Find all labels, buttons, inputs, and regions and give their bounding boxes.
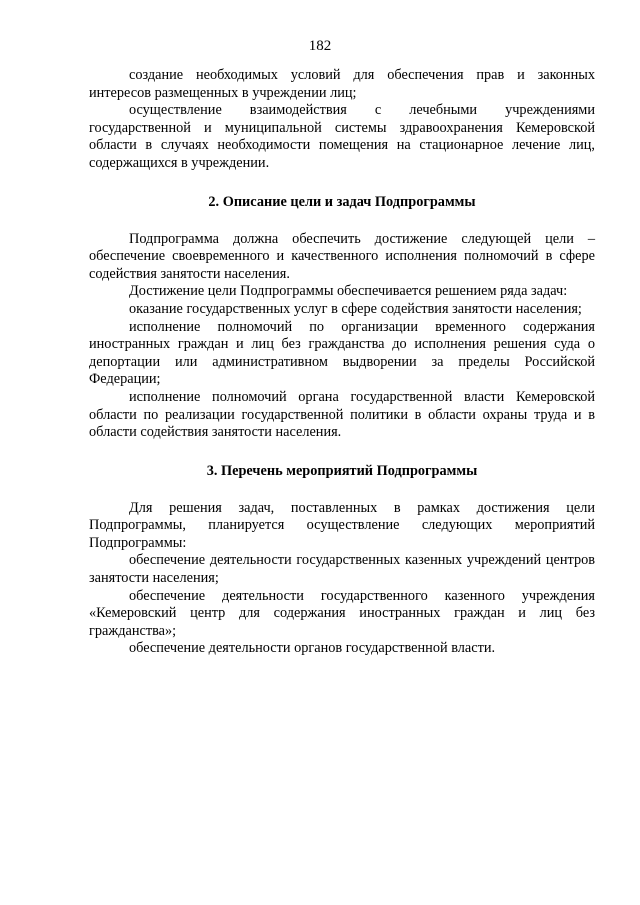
paragraph-conditions: создание необходимых условий для обеспечения прав и законных интересов размещенных в учреждении лиц; — [89, 67, 595, 101]
paragraph-activity-kemerovo-center: обеспечение деятельности государственного казенного учреждения «Кемеровский центр для содержания иностранных граждан и лиц без гражданства»; — [89, 587, 595, 639]
section-3-heading: 3. Перечень мероприятий Подпрограммы — [206, 462, 478, 479]
document-body — [89, 67, 595, 658]
paragraph-activities-intro: Для решения задач, поставленных в рамках достижения цели Подпрограммы, планируется осуществление следующих мероприятий Подпрограммы: — [89, 499, 595, 551]
paragraph-goal: Подпрограмма должна обеспечить достижение следующей цели – обеспечение своевременного и качественного исполнения полномочий в сфере содействия занятости населения. — [89, 230, 595, 282]
paragraph-activity-employment-centers: обеспечение деятельности государственных казенных учреждений центров занятости населения; — [89, 552, 595, 587]
page-number: 182 — [308, 38, 332, 54]
paragraph-task-labor-policy: исполнение полномочий органа государственной власти Кемеровской области по реализации государственной политики в области охраны труда и в области содействия занятости населения. — [89, 388, 595, 441]
paragraph-activity-authorities: обеспечение деятельности органов государственной власти. — [129, 640, 496, 657]
paragraph-task-services: оказание государственных услуг в сфере содействия занятости населения; — [129, 300, 582, 317]
section-2-heading: 2. Описание цели и задач Подпрограммы — [208, 193, 476, 210]
paragraph-cooperation: осуществление взаимодействия с лечебными учреждениями государственной и муниципальной системы здравоохранения Кемеровской области в случаях необходимости помещения на стационарное лечение лиц, содержащихся в учреждении. — [89, 102, 595, 171]
paragraph-tasks-intro: Достижение цели Подпрограммы обеспечивается решением ряда задач: — [129, 283, 568, 300]
paragraph-task-detention: исполнение полномочий по организации временного содержания иностранных граждан и лиц без гражданства до исполнения решения суда о депортации или административном выдворении за пределы Российской Федерации; — [89, 318, 595, 388]
